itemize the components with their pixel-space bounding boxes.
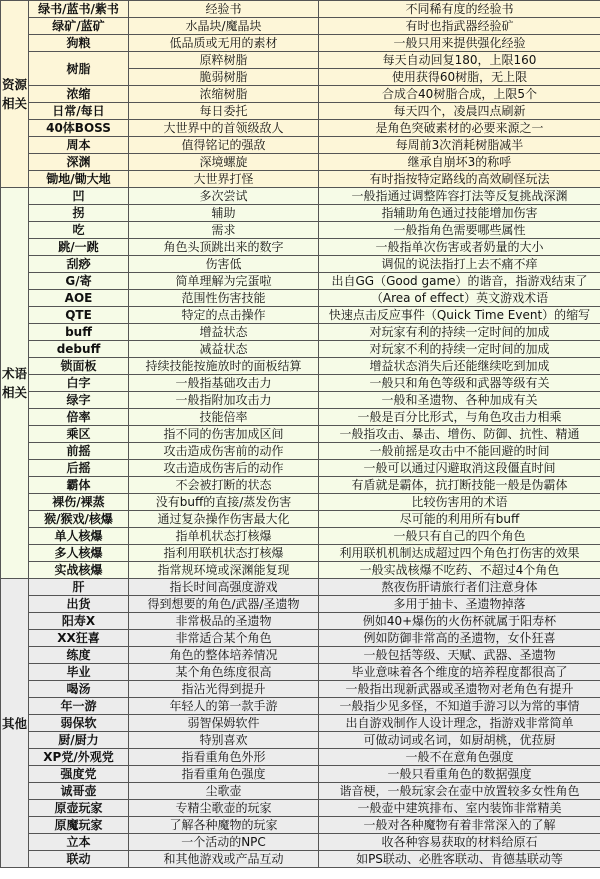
term-cell: 白字 (29, 375, 129, 392)
table-row (1, 307, 600, 324)
meaning-cell: 指利用联机状态打核爆 (129, 545, 319, 562)
note-cell: 每周前3次消耗树脂减半 (319, 137, 600, 154)
term-cell: 日常/每日 (29, 103, 129, 120)
table-row (1, 817, 600, 834)
term-cell: 多人核爆 (29, 545, 129, 562)
table-row (1, 443, 600, 460)
note-cell: 一般壶中建筑排布、室内装饰非常精美 (319, 800, 600, 817)
term-cell: 40体BOSS (29, 120, 129, 137)
table-row (1, 426, 600, 443)
note-cell: 收各种容易获取的材料给原石 (319, 834, 600, 851)
table-row (1, 103, 600, 120)
meaning-cell: 减益状态 (129, 341, 319, 358)
table-row (1, 715, 600, 732)
note-cell: 毕业意味着各个维度的培养程度都很高了 (319, 664, 600, 681)
meaning-cell: 值得铭记的强敌 (129, 137, 319, 154)
term-cell: 弱保软 (29, 715, 129, 732)
meaning-cell: 非常适合某个角色 (129, 630, 319, 647)
meaning-cell: 原粹树脂 (129, 52, 319, 69)
note-cell: 例如40+爆伤的火伤杯就属于阳寿杯 (319, 613, 600, 630)
meaning-cell: 低品质或无用的素材 (129, 35, 319, 52)
note-cell: 一般不在意角色强度 (319, 749, 600, 766)
note-cell: 每天四个，凌晨四点刷新 (319, 103, 600, 120)
meaning-cell: 非常极品的圣遗物 (129, 613, 319, 630)
table-row (1, 834, 600, 851)
term-cell: 刮痧 (29, 256, 129, 273)
table-row (1, 18, 600, 35)
meaning-cell: 弱智保姆软件 (129, 715, 319, 732)
meaning-cell: 增益状态 (129, 324, 319, 341)
meaning-cell: 浓缩树脂 (129, 86, 319, 103)
term-cell: 喝汤 (29, 681, 129, 698)
meaning-cell: 攻击造成伤害前的动作 (129, 443, 319, 460)
note-cell: 一般可以通过闪避取消这段僵直时间 (319, 460, 600, 477)
note-cell: 增益状态消失后还能继续吃到加成 (319, 358, 600, 375)
table-row (1, 392, 600, 409)
term-cell: 锄地/锄大地 (29, 171, 129, 188)
note-cell: 对玩家有利的持续一定时间的加成 (319, 324, 600, 341)
meaning-cell: 指看重角色外形 (129, 749, 319, 766)
meaning-cell: 了解各种魔物的玩家 (129, 817, 319, 834)
term-cell: 强度党 (29, 766, 129, 783)
note-cell: 一般指出现新武器或圣遗物对老角色有提升 (319, 681, 600, 698)
term-cell: 跳/一跳 (29, 239, 129, 256)
note-cell: 是角色突破素材的必要来源之一 (319, 120, 600, 137)
note-cell: 比较伤害用的术语 (319, 494, 600, 511)
table-row (1, 766, 600, 783)
table-row (1, 851, 600, 868)
term-cell: 肝 (29, 579, 129, 596)
term-cell: 阳寿X (29, 613, 129, 630)
meaning-cell: 一般指基础攻击力 (129, 375, 319, 392)
table-row (1, 1, 600, 18)
note-cell: 有时也指武器经验矿 (319, 18, 600, 35)
term-cell: 单人核爆 (29, 528, 129, 545)
table-row (1, 477, 600, 494)
table-row (1, 698, 600, 715)
note-cell: 尽可能的利用所有buff (319, 511, 600, 528)
note-cell: 有时指按特定路线的高效刷怪玩法 (319, 171, 600, 188)
note-cell: 每天自动回复180，上限160 (319, 52, 600, 69)
meaning-cell: 大世界中的首领级敌人 (129, 120, 319, 137)
note-cell: 一般包括等级、天赋、武器、圣遗物 (319, 647, 600, 664)
meaning-cell: 年轻人的第一款手游 (129, 698, 319, 715)
meaning-cell: 深境螺旋 (129, 154, 319, 171)
table-row (1, 545, 600, 562)
note-cell: 一般指通过调整阵容打法等反复挑战深渊 (319, 188, 600, 205)
table-row (1, 732, 600, 749)
meaning-cell: 范围性伤害技能 (129, 290, 319, 307)
term-cell: 原魔玩家 (29, 817, 129, 834)
term-cell: 后摇 (29, 460, 129, 477)
meaning-cell: 不会被打断的状态 (129, 477, 319, 494)
term-cell: 裸伤/裸蒸 (29, 494, 129, 511)
meaning-cell: 指常规环境或深渊能复现 (129, 562, 319, 579)
term-cell: 年一游 (29, 698, 129, 715)
term-cell: 乘区 (29, 426, 129, 443)
term-cell: 联动 (29, 851, 129, 868)
term-cell: 绿矿/蓝矿 (29, 18, 129, 35)
note-cell: 一般只用来提供强化经验 (319, 35, 600, 52)
note-cell: 一般前摇是攻击中不能回避的时间 (319, 443, 600, 460)
table-row (1, 86, 600, 103)
term-cell: 绿字 (29, 392, 129, 409)
category-cell: 其他 (1, 579, 29, 868)
table-row (1, 749, 600, 766)
term-cell: 锁面板 (29, 358, 129, 375)
note-cell: 一般只有自己的四个角色 (319, 528, 600, 545)
meaning-cell: 经验书 (129, 1, 319, 18)
meaning-cell: 一般指附加攻击力 (129, 392, 319, 409)
meaning-cell: 简单理解为完蛋啦 (129, 273, 319, 290)
meaning-cell: 特定的点击操作 (129, 307, 319, 324)
note-cell: 一般和圣遗物、各种加成有关 (319, 392, 600, 409)
meaning-cell: 辅助 (129, 205, 319, 222)
note-cell: 使用获得60树脂，无上限 (319, 69, 600, 86)
term-cell: 诚哥壶 (29, 783, 129, 800)
meaning-cell: 攻击造成伤害后的动作 (129, 460, 319, 477)
table-row (1, 273, 600, 290)
meaning-cell: 角色的整体培养情况 (129, 647, 319, 664)
meaning-cell: 每日委托 (129, 103, 319, 120)
note-cell: 一般只和角色等级和武器等级有关 (319, 375, 600, 392)
term-cell: QTE (29, 307, 129, 324)
category-cell: 术语相关 (1, 188, 29, 579)
term-cell: 原壶玩家 (29, 800, 129, 817)
note-cell: 一般指攻击、暴击、增伤、防御、抗性、精通 (319, 426, 600, 443)
note-cell: 谐音梗，一般玩家会在壶中放置较多女性角色 (319, 783, 600, 800)
term-cell: 周本 (29, 137, 129, 154)
term-cell: AOE (29, 290, 129, 307)
meaning-cell: 大世界打怪 (129, 171, 319, 188)
table-row (1, 596, 600, 613)
category-cell: 资源相关 (1, 1, 29, 188)
table-row (1, 137, 600, 154)
meaning-cell: 专精尘歌壶的玩家 (129, 800, 319, 817)
term-cell: 立本 (29, 834, 129, 851)
note-cell: 一般指少见多怪，不知道手游习以为常的事情 (319, 698, 600, 715)
meaning-cell: 指长时间高强度游戏 (129, 579, 319, 596)
table-row (1, 290, 600, 307)
term-cell: 厨/厨力 (29, 732, 129, 749)
note-cell: 一般指角色需要哪些属性 (319, 222, 600, 239)
meaning-cell: 角色头顶跳出来的数字 (129, 239, 319, 256)
term-cell: 树脂 (29, 52, 129, 86)
note-cell: 继承自崩坏3的称呼 (319, 154, 600, 171)
note-cell: 一般实战核爆不吃药、不超过4个角色 (319, 562, 600, 579)
meaning-cell: 指沾光得到提升 (129, 681, 319, 698)
note-cell: （Area of effect）英文游戏术语 (319, 290, 600, 307)
table-row (1, 800, 600, 817)
table-row (1, 613, 600, 630)
term-cell: 浓缩 (29, 86, 129, 103)
table-row (1, 154, 600, 171)
meaning-cell: 脆弱树脂 (129, 69, 319, 86)
table-row (1, 188, 600, 205)
term-cell: 猴/猴戏/核爆 (29, 511, 129, 528)
note-cell: 例如防御非常高的圣遗物，女仆狂喜 (319, 630, 600, 647)
table-row (1, 511, 600, 528)
table-row (1, 375, 600, 392)
note-cell: 一般对各种魔物有着非常深入的了解 (319, 817, 600, 834)
note-cell: 指辅助角色通过技能增加伤害 (319, 205, 600, 222)
meaning-cell: 指看重角色强度 (129, 766, 319, 783)
table-row (1, 120, 600, 137)
table-row (1, 647, 600, 664)
term-cell: 霸体 (29, 477, 129, 494)
meaning-cell: 通过复杂操作伤害最大化 (129, 511, 319, 528)
table-row (1, 460, 600, 477)
note-cell: 出自GG（Good game）的谐音，指游戏结束了 (319, 273, 600, 290)
note-cell: 一般指单次伤害或者奶量的大小 (319, 239, 600, 256)
table-row (1, 664, 600, 681)
term-cell: 深渊 (29, 154, 129, 171)
note-cell: 合成合40树脂合成，上限5个 (319, 86, 600, 103)
meaning-cell: 指不同的伤害加成区间 (129, 426, 319, 443)
term-cell: 前摇 (29, 443, 129, 460)
term-cell: 拐 (29, 205, 129, 222)
table-row (1, 409, 600, 426)
note-cell: 调侃的说法指打上去不痛不痒 (319, 256, 600, 273)
meaning-cell: 需求 (129, 222, 319, 239)
table-row (1, 35, 600, 52)
table-row (1, 494, 600, 511)
table-row (1, 579, 600, 596)
table-row (1, 239, 600, 256)
meaning-cell: 伤害低 (129, 256, 319, 273)
meaning-cell: 得到想要的角色/武器/圣遗物 (129, 596, 319, 613)
term-cell: 吃 (29, 222, 129, 239)
meaning-cell: 一个活动的NPC (129, 834, 319, 851)
note-cell: 对玩家不利的持续一定时间的加成 (319, 341, 600, 358)
note-cell: 可做动词或名词，如厨胡桃，优菈厨 (319, 732, 600, 749)
meaning-cell: 技能倍率 (129, 409, 319, 426)
table-row (1, 630, 600, 647)
table-row (1, 256, 600, 273)
table-row (1, 341, 600, 358)
table-row (1, 358, 600, 375)
table-row (1, 205, 600, 222)
term-cell: 狗粮 (29, 35, 129, 52)
meaning-cell: 某个角色练度很高 (129, 664, 319, 681)
note-cell: 出自游戏制作人设计理念，指游戏非常简单 (319, 715, 600, 732)
term-cell: 毕业 (29, 664, 129, 681)
meaning-cell: 水晶块/魔晶块 (129, 18, 319, 35)
table-row (1, 681, 600, 698)
term-cell: XX狂喜 (29, 630, 129, 647)
meaning-cell: 特别喜欢 (129, 732, 319, 749)
table-row (1, 52, 600, 69)
table-row (1, 783, 600, 800)
term-cell: 绿书/蓝书/紫书 (29, 1, 129, 18)
meaning-cell: 尘歌壶 (129, 783, 319, 800)
meaning-cell: 指单机状态打核爆 (129, 528, 319, 545)
term-cell: 倍率 (29, 409, 129, 426)
term-cell: 练度 (29, 647, 129, 664)
note-cell: 利用联机机制达成超过四个角色打伤害的效果 (319, 545, 600, 562)
note-cell: 熬夜伤肝请旅行者们注意身体 (319, 579, 600, 596)
note-cell: 多用于抽卡、圣遗物掉落 (319, 596, 600, 613)
term-cell: debuff (29, 341, 129, 358)
note-cell: 不同稀有度的经验书 (319, 1, 600, 18)
note-cell: 快速点击反应事件（Quick Time Event）的缩写 (319, 307, 600, 324)
table-row (1, 171, 600, 188)
meaning-cell: 和其他游戏或产品互动 (129, 851, 319, 868)
note-cell: 如PS联动、必胜客联动、肯德基联动等 (319, 851, 600, 868)
table-row (1, 324, 600, 341)
note-cell: 一般只看重角色的数据强度 (319, 766, 600, 783)
table-row (1, 222, 600, 239)
table-row (1, 562, 600, 579)
note-cell: 一般是百分比形式，与角色攻击力相乘 (319, 409, 600, 426)
meaning-cell: 多次尝试 (129, 188, 319, 205)
term-cell: 出货 (29, 596, 129, 613)
table-row (1, 528, 600, 545)
meaning-cell: 没有buff的直接/蒸发伤害 (129, 494, 319, 511)
meaning-cell: 持续技能按施放时的面板结算 (129, 358, 319, 375)
term-cell: 凹 (29, 188, 129, 205)
term-cell: XP党/外观党 (29, 749, 129, 766)
term-cell: buff (29, 324, 129, 341)
note-cell: 有盾就是霸体，抗打断技能一般是伪霸体 (319, 477, 600, 494)
term-cell: G/寄 (29, 273, 129, 290)
term-cell: 实战核爆 (29, 562, 129, 579)
